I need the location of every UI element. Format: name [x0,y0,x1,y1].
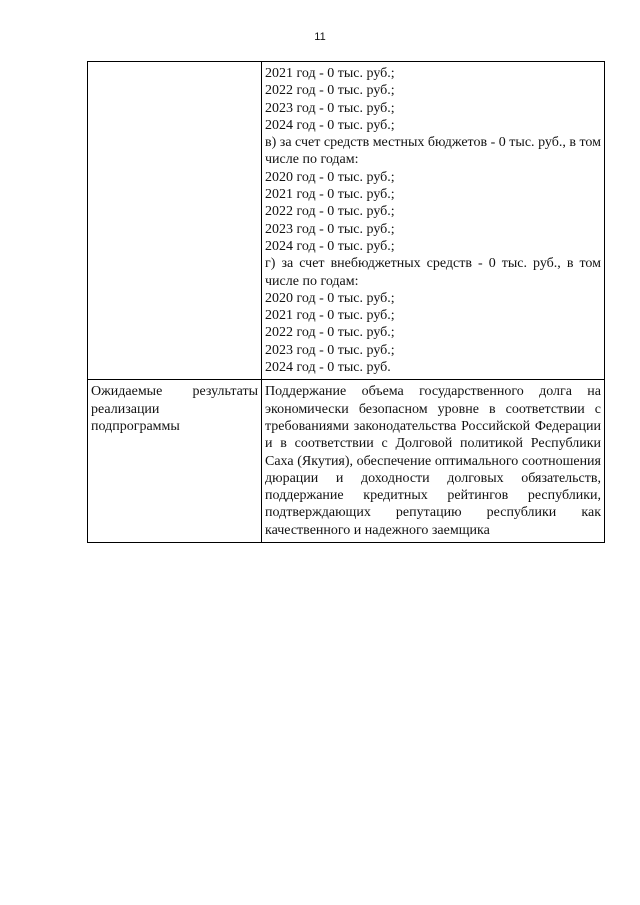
label-line: Ожидаемые результаты [91,384,258,400]
financing-extrabudgetary-heading: г) за счет внебюджетных средств - 0 тыс. руб., в том числе по годам: [265,256,601,289]
financing-line: 2022 год - 0 тыс. руб.; [265,325,395,341]
financing-line: 2023 год - 0 тыс. руб.; [265,100,395,116]
financing-line: 2024 год - 0 тыс. руб.; [265,238,395,254]
financing-local-budgets-heading: в) за счет средств местных бюджетов - 0 тыс. руб., в том числе по годам: [265,135,601,168]
financing-line: 2020 год - 0 тыс. руб.; [265,169,395,185]
financing-line: 2022 год - 0 тыс. руб.; [265,83,395,99]
label-line: подпрограммы [91,418,180,434]
financing-line: 2022 год - 0 тыс. руб.; [265,204,395,220]
table-cell-expected-results-text [262,380,605,543]
financing-line: 2021 год - 0 тыс. руб.; [265,187,395,203]
table-cell-expected-results-label [88,380,262,543]
financing-line: 2023 год - 0 тыс. руб.; [265,342,395,358]
financing-line: 2024 год - 0 тыс. руб.; [265,117,395,133]
table-row-expected-results [88,380,605,543]
expected-results-text: Поддержание объема государственного долга на экономически безопасном уровне в соответствии с требованиями законодательства Российской Федерации и в соответствии с Долговой политикой Республики Саха (Якутия), обеспечение оптимального соотношения дюрации и доходности долговых обязательств, поддержание кредитных рейтингов республики, подтверждающих репутацию республики как качественного и надежного заемщика [265,384,601,538]
financing-line: 2024 год - 0 тыс. руб. [265,360,391,376]
financing-line: 2021 год - 0 тыс. руб.; [265,308,395,324]
financing-line: 2021 год - 0 тыс. руб.; [265,66,395,81]
table-cell-financing [262,62,605,380]
financing-line: 2020 год - 0 тыс. руб.; [265,290,395,306]
table-row-financing [88,62,605,380]
financing-line: 2023 год - 0 тыс. руб.; [265,221,395,237]
page-number: 11 [314,31,326,43]
passport-table [87,61,605,543]
table-cell-label-empty [88,62,262,380]
label-line: реализации [91,401,160,417]
